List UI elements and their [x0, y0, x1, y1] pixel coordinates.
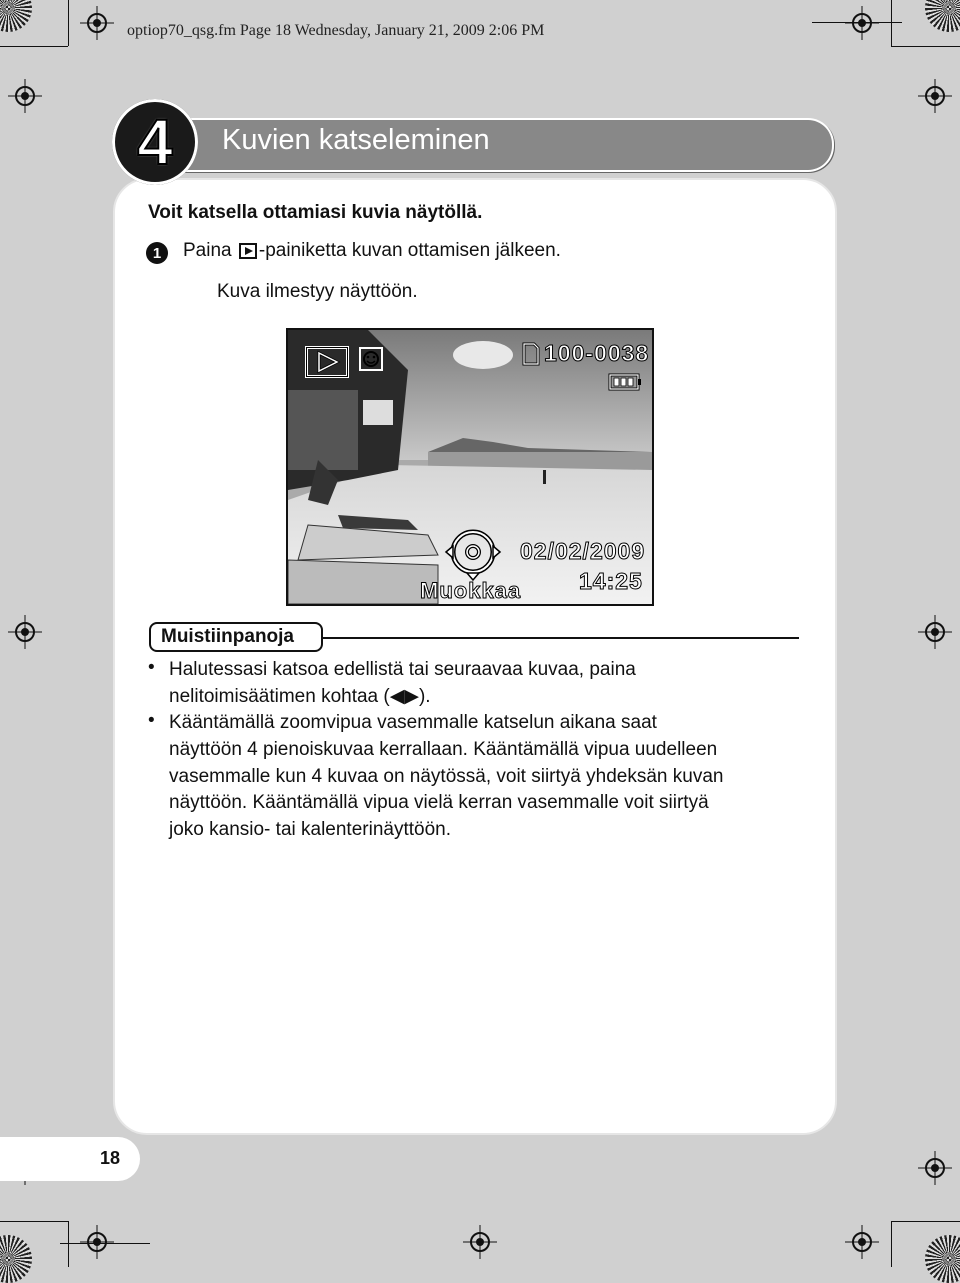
memo-divider: [323, 637, 799, 639]
step-text-after: -painiketta kuvan ottamisen jälkeen.: [258, 240, 561, 261]
bullet-icon: •: [148, 657, 155, 678]
memo-line: Halutessasi katsoa edellistä tai seuraavaa kuvaa, paina: [169, 659, 636, 680]
chapter-number: 4: [137, 106, 173, 178]
memo-line: Kääntämällä zoomvipua vasemmalle katselun aikana saat: [169, 712, 657, 733]
crop-mark: [891, 46, 960, 47]
memo-heading: Muistiinpanoja: [161, 626, 294, 647]
registration-mark-icon: [463, 1225, 497, 1259]
color-target-icon: [0, 1235, 32, 1283]
crop-mark: [891, 1221, 892, 1267]
color-target-icon: [0, 0, 32, 32]
page-number: 18: [100, 1148, 121, 1168]
memo-line: nelitoimisäätimen kohtaa (◀▶).: [169, 686, 431, 707]
chapter-title: Kuvien katseleminen: [222, 124, 490, 156]
crop-mark: [0, 1221, 68, 1222]
file-number: 100-0038: [544, 340, 650, 366]
crop-mark: [68, 1221, 69, 1267]
intro-text: Voit katsella ottamiasi kuvia näytöllä.: [148, 202, 483, 223]
crop-mark: [68, 0, 69, 46]
memo-line: joko kansio- tai kalenterinäyttöön.: [169, 819, 451, 840]
camera-screen-illustration: [286, 328, 654, 606]
registration-mark-icon: [8, 79, 42, 113]
battery-icon: [608, 372, 642, 392]
registration-mark-icon: [8, 615, 42, 649]
print-info: optiop70_qsg.fm Page 18 Wednesday, January 21, 2009 2:06 PM: [127, 22, 545, 39]
memo-line: näyttöön 4 pienoiskuvaa kerrallaan. Kääntämällä vipua uudelleen: [169, 739, 718, 760]
registration-mark-icon: [918, 615, 952, 649]
step-text-before: Paina: [183, 240, 237, 261]
playback-button-icon: [239, 243, 257, 259]
registration-mark-icon: [80, 1225, 114, 1259]
registration-mark-icon: [845, 6, 879, 40]
registration-mark-icon: [845, 1225, 879, 1259]
bullet-icon: •: [148, 710, 155, 731]
playback-mode-icon: [305, 346, 349, 378]
crop-mark: [891, 0, 892, 46]
step-instruction: [183, 240, 561, 262]
memo-line: vasemmalle kun 4 kuvaa on näytössä, voit siirtyä yhdeksän kuvan: [169, 766, 724, 787]
memory-card-icon: [522, 342, 540, 366]
registration-mark-icon: [918, 79, 952, 113]
four-way-controller-icon: [444, 524, 502, 582]
color-target-icon: [925, 0, 960, 32]
color-target-icon: [925, 1235, 960, 1283]
face-recognition-icon: [358, 346, 384, 372]
chapter-badge: [112, 99, 198, 185]
registration-mark-icon: [80, 6, 114, 40]
step-number: 1: [146, 242, 168, 264]
registration-mark-icon: [918, 1151, 952, 1185]
step-result: Kuva ilmestyy näyttöön.: [217, 281, 418, 302]
memo-line: näyttöön. Kääntämällä vipua vielä kerran vasemmalle voit siirtyä: [169, 792, 709, 813]
edit-label: Muokkaa: [420, 578, 522, 603]
crop-mark: [0, 46, 68, 47]
crop-mark: [891, 1221, 960, 1222]
date: 02/02/2009: [520, 538, 646, 564]
time: 14:25: [579, 568, 643, 594]
